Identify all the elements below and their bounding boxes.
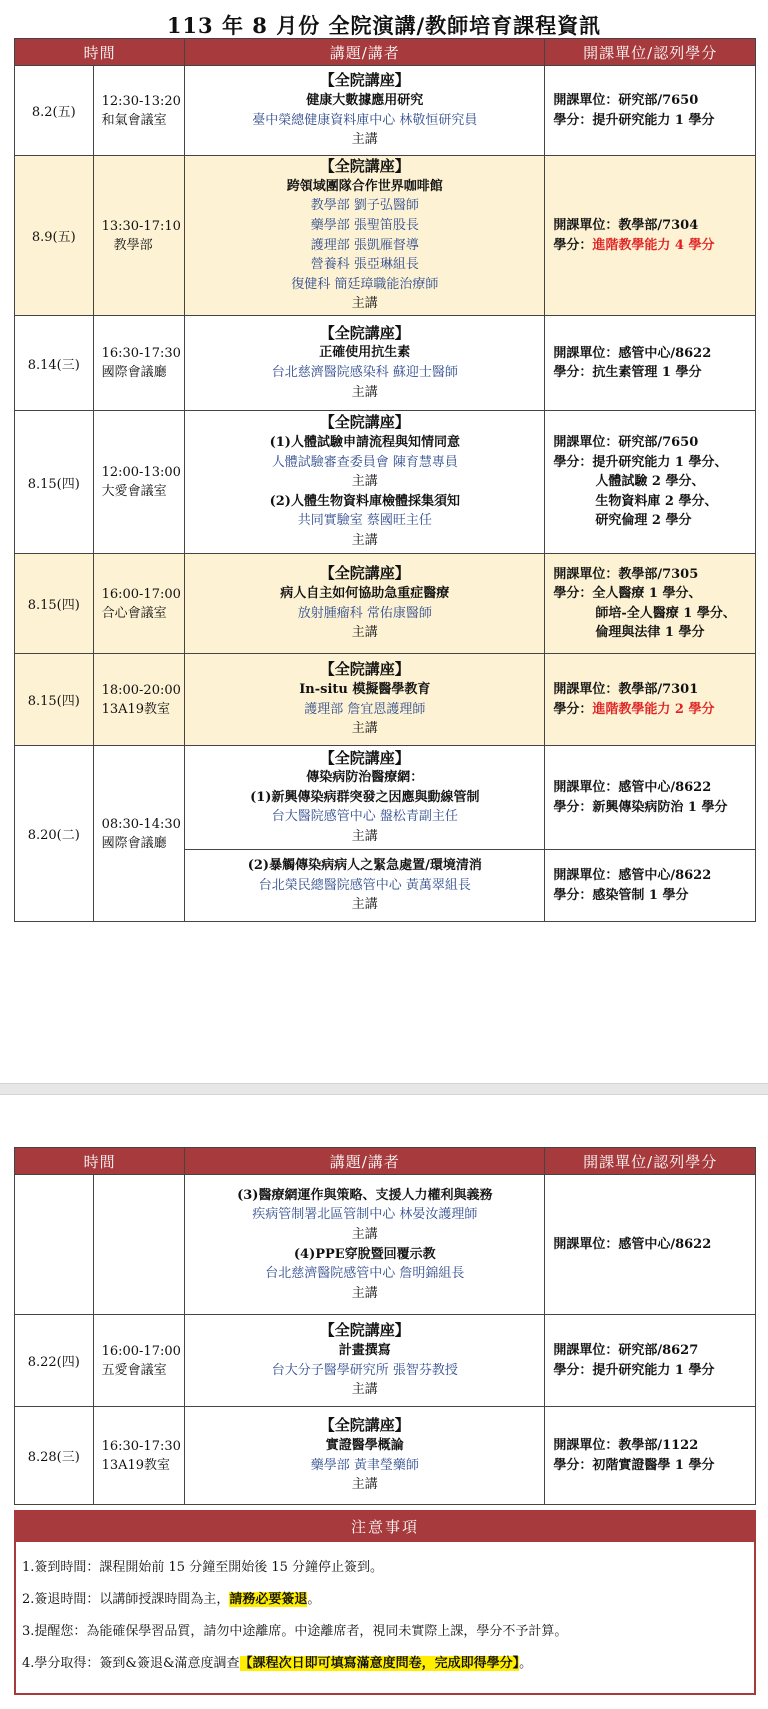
header-topic: 講題/講者 — [185, 1148, 545, 1175]
row-time-place — [93, 66, 185, 156]
lecture-title: 健康大數據應用研究 — [306, 92, 424, 108]
table-header-row — [15, 1148, 756, 1175]
lecture-role: 主講 — [351, 625, 378, 641]
row-time: 12:00-13:00 — [101, 465, 181, 480]
lecture-category: 【全院講座】 — [319, 564, 410, 583]
lecture-role: 主講 — [351, 1285, 378, 1301]
course-credit: 人體試驗 2 學分、 — [595, 474, 705, 490]
course-unit: 開課單位：研究部/7650 — [553, 93, 699, 108]
row-place: 13A19教室 — [101, 1457, 171, 1473]
row-unit — [545, 850, 756, 922]
row-date: 8.9(五) — [15, 156, 94, 316]
course-unit: 開課單位：教學部/7301 — [553, 682, 699, 697]
course-credit: 師培-全人醫療 1 學分、 — [595, 605, 736, 621]
credit-highlight: 進階教學能力 4 學分 — [592, 237, 715, 253]
course-credit: 學分：初階實證醫學 1 學分 — [553, 1457, 715, 1473]
lecture-speaker: 人體試驗審查委員會 陳育慧專員 — [271, 454, 458, 470]
row-date: 8.15(四) — [15, 554, 94, 654]
lecture-speaker: 台北慈濟醫院感管中心 詹明錦組長 — [265, 1266, 465, 1282]
row-topic — [185, 1175, 545, 1315]
row-topic — [185, 66, 545, 156]
row-unit — [545, 316, 756, 411]
course-unit: 開課單位：教學部/7305 — [553, 566, 699, 582]
row-place: 合心會議室 — [101, 605, 167, 621]
row-time-place — [93, 554, 185, 654]
row-time: 13:30-17:10 — [101, 218, 181, 234]
row-place: 國際會議廳 — [101, 365, 167, 380]
table-row — [15, 156, 756, 316]
row-place: 五愛會議室 — [101, 1362, 167, 1378]
row-unit — [545, 654, 756, 746]
lecture-role: 主講 — [351, 897, 378, 913]
course-unit: 開課單位：教學部/7304 — [553, 218, 699, 233]
row-time-place — [93, 411, 185, 554]
lecture-category: 【全院講座】 — [319, 1416, 410, 1435]
lecture-category: 【全院講座】 — [319, 157, 410, 176]
page-title: 113 年 8 月份 全院演講/教師培育課程資訊 — [166, 13, 602, 38]
row-topic — [185, 156, 545, 316]
lecture-role: 主講 — [351, 1477, 378, 1493]
row-date: 8.2(五) — [15, 66, 94, 156]
header-topic: 講題/講者 — [185, 39, 545, 66]
lecture-title: 病人自主如何協助急重症醫療 — [280, 585, 450, 601]
lecture-speaker: 護理部 詹宜恩護理師 — [304, 701, 426, 717]
notice-text: 。 — [519, 1656, 533, 1671]
lecture-title: (1)人體試驗申請流程與知情同意 — [269, 435, 460, 451]
row-unit — [545, 1175, 756, 1315]
notice-list — [16, 1542, 754, 1680]
notice-text: 。 — [307, 1592, 321, 1607]
lecture-title: (4)PPE穿脫暨回覆示教 — [293, 1246, 436, 1262]
row-topic — [185, 1315, 545, 1407]
row-unit — [545, 1407, 756, 1505]
lecture-speaker: 台大醫院感管中心 盤松青副主任 — [271, 809, 458, 825]
row-time: 12:30-13:20 — [101, 93, 181, 109]
table-row — [15, 1407, 756, 1505]
row-date-empty — [15, 1175, 94, 1315]
row-unit — [545, 554, 756, 654]
lecture-role: 主講 — [351, 384, 378, 400]
lecture-category: 【全院講座】 — [319, 71, 410, 90]
lecture-speaker: 台北榮民總醫院感管中心 黃萬翠組長 — [258, 877, 471, 893]
row-time-place — [93, 316, 185, 411]
lecture-title: 計畫撰寫 — [338, 1342, 391, 1358]
row-time: 18:00-20:00 — [101, 682, 181, 698]
course-credit: 倫理與法律 1 學分 — [595, 625, 705, 640]
row-time: 16:30-17:30 — [101, 1438, 181, 1454]
course-credit: 學分：抗生素管理 1 學分 — [553, 365, 702, 380]
row-topic — [185, 654, 545, 746]
course-unit: 開課單位：感管中心/8622 — [553, 1236, 712, 1252]
lecture-title: 跨領域團隊合作世界咖啡館 — [286, 178, 443, 194]
row-time-empty — [93, 1175, 185, 1315]
course-unit: 開課單位：研究部/7650 — [553, 435, 699, 451]
row-date: 8.28(三) — [15, 1407, 94, 1505]
row-time-place — [93, 746, 185, 922]
lecture-role: 主講 — [351, 1382, 378, 1398]
row-time-place — [93, 156, 185, 316]
table-row — [15, 746, 756, 850]
lecture-role: 主講 — [351, 132, 378, 148]
row-time: 16:00-17:00 — [101, 586, 181, 602]
notice-box — [14, 1510, 756, 1695]
course-credit: 研究倫理 2 學分 — [595, 513, 692, 529]
lecture-role: 主講 — [351, 721, 378, 737]
schedule-table-page1 — [14, 38, 756, 922]
row-unit — [545, 156, 756, 316]
lecture-speaker: 藥學部 張聖笛股長 — [310, 217, 419, 233]
table-row — [15, 1315, 756, 1407]
notice-item — [22, 1584, 754, 1616]
table-row — [15, 1175, 756, 1315]
lecture-title: (1)新興傳染病群突發之因應與動線管制 — [250, 789, 480, 805]
lecture-role: 主講 — [351, 1226, 378, 1242]
lecture-role: 主講 — [351, 828, 378, 844]
row-unit — [545, 411, 756, 554]
lecture-title: 傳染病防治醫療網： — [306, 770, 424, 786]
lecture-speaker: 台北慈濟醫院感染科 蘇迎士醫師 — [271, 365, 458, 380]
lecture-category: 【全院講座】 — [319, 1321, 410, 1340]
lecture-role: 主講 — [351, 474, 378, 490]
notice-highlight: 請務必要簽退 — [229, 1592, 308, 1607]
table-row — [15, 654, 756, 746]
lecture-title: (2)暴觸傳染病病人之緊急處置/環境清消 — [247, 858, 482, 874]
header-unit: 開課單位/認列學分 — [545, 1148, 756, 1175]
lecture-speaker: 臺中榮總健康資料庫中心 林敬恒研究員 — [252, 112, 478, 128]
lecture-title: 正確使用抗生素 — [319, 345, 411, 361]
lecture-speaker: 復健科 簡廷璋職能治療師 — [291, 276, 439, 292]
row-topic — [185, 746, 545, 850]
row-date: 8.14(三) — [15, 316, 94, 411]
row-time: 16:00-17:00 — [101, 1343, 181, 1359]
lecture-speaker: 護理部 張凱雁督導 — [310, 237, 419, 253]
lecture-category: 【全院講座】 — [319, 748, 410, 767]
course-credit: 學分：新興傳染病防治 1 學分 — [553, 799, 728, 815]
lecture-category: 【全院講座】 — [319, 660, 410, 679]
lecture-role: 主講 — [351, 532, 378, 548]
lecture-speaker: 台大分子醫學研究所 張智芬教授 — [271, 1362, 458, 1378]
table-row — [15, 411, 756, 554]
row-topic — [185, 554, 545, 654]
notice-text: 2.簽退時間：以講師授課時間為主， — [22, 1592, 230, 1607]
course-credit — [553, 700, 755, 720]
table-row — [15, 554, 756, 654]
course-credit: 學分：提升研究能力 1 學分、 — [553, 454, 728, 470]
row-date: 8.15(四) — [15, 654, 94, 746]
course-credit: 學分：提升研究能力 1 學分 — [553, 112, 715, 128]
header-unit: 開課單位/認列學分 — [545, 39, 756, 66]
lecture-category: 【全院講座】 — [319, 413, 410, 432]
course-credit: 生物資料庫 2 學分、 — [595, 493, 718, 509]
row-topic — [185, 316, 545, 411]
row-unit — [545, 1315, 756, 1407]
row-unit — [545, 746, 756, 850]
row-date: 8.22(四) — [15, 1315, 94, 1407]
notice-title: 注意事項 — [16, 1512, 754, 1542]
lecture-speaker: 藥學部 黃聿瑩藥師 — [310, 1457, 419, 1473]
row-time: 08:30-14:30 — [101, 816, 181, 832]
credit-label: 學分： — [553, 237, 593, 253]
table-header-row — [15, 39, 756, 66]
lecture-speaker: 疾病管制署北區管制中心 林晏汝護理師 — [252, 1207, 478, 1223]
course-unit: 開課單位：感管中心/8622 — [553, 345, 712, 361]
course-credit: 學分：提升研究能力 1 學分 — [553, 1362, 715, 1378]
lecture-speaker: 共同實驗室 蔡國旺主任 — [297, 513, 432, 529]
row-topic — [185, 411, 545, 554]
lecture-title: In-situ 模擬醫學教育 — [299, 681, 431, 697]
row-place: 13A19教室 — [101, 701, 171, 717]
row-topic — [185, 1407, 545, 1505]
row-place: 大愛會議室 — [101, 484, 167, 499]
lecture-title: (2)人體生物資料庫檢體採集須知 — [269, 493, 460, 509]
header-time: 時間 — [15, 39, 185, 66]
header-time: 時間 — [15, 1148, 185, 1175]
row-place: 國際會議廳 — [101, 835, 167, 851]
lecture-speaker: 營養科 張亞琳組長 — [310, 257, 419, 273]
notice-item — [22, 1648, 754, 1680]
lecture-title: 實證醫學概論 — [325, 1437, 404, 1453]
course-credit — [553, 236, 755, 256]
course-unit: 開課單位：感管中心/8622 — [553, 868, 712, 883]
row-unit — [545, 66, 756, 156]
notice-item: 3.提醒您：為能確保學習品質，請勿中途離席。中途離席者，視同未實際上課，學分不予計算。 — [22, 1624, 568, 1639]
lecture-title: (3)醫療網運作與策略、支援人力權利與義務 — [237, 1187, 493, 1203]
row-time: 16:30-17:30 — [101, 346, 181, 361]
course-credit: 學分：感染管制 1 學分 — [553, 887, 689, 903]
notice-highlight: 【課程次日即可填寫滿意度問卷，完成即得學分】 — [239, 1656, 520, 1671]
row-time-place — [93, 1407, 185, 1505]
schedule-table-page2 — [14, 1147, 756, 1505]
table-row — [15, 66, 756, 156]
row-place: 和氣會議室 — [101, 112, 167, 128]
credit-label: 學分： — [553, 701, 593, 717]
row-topic — [185, 850, 545, 922]
lecture-role: 主講 — [351, 296, 378, 312]
table-row — [15, 316, 756, 411]
row-date: 8.15(四) — [15, 411, 94, 554]
row-time-place — [93, 1315, 185, 1407]
course-credit: 學分：全人醫療 1 學分、 — [553, 586, 702, 601]
page-separator — [0, 1083, 768, 1095]
notice-text: 4.學分取得：簽到&簽退&滿意度調查 — [22, 1656, 240, 1671]
row-date: 8.20(二) — [15, 746, 94, 922]
lecture-speaker: 放射腫瘤科 常佑康醫師 — [297, 605, 432, 621]
row-place: 教學部 — [113, 237, 153, 253]
course-unit: 開課單位：感管中心/8622 — [553, 780, 712, 795]
course-unit: 開課單位：研究部/8627 — [553, 1343, 699, 1358]
course-unit: 開課單位：教學部/1122 — [553, 1438, 699, 1453]
lecture-speaker: 教學部 劉子弘醫師 — [310, 198, 419, 214]
credit-highlight: 進階教學能力 2 學分 — [592, 701, 715, 717]
notice-item: 1.簽到時間：課程開始前 15 分鐘至開始後 15 分鐘停止簽到。 — [22, 1560, 384, 1575]
lecture-category: 【全院講座】 — [319, 323, 410, 342]
row-time-place — [93, 654, 185, 746]
